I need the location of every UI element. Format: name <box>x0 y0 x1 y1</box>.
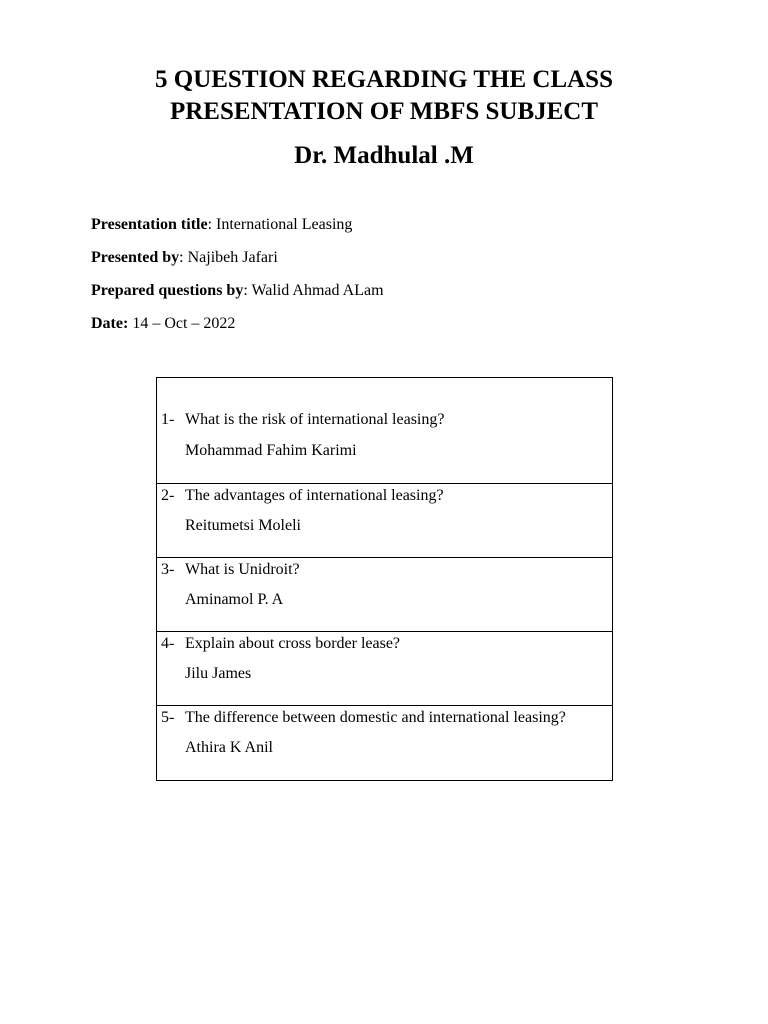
question-text: The advantages of international leasing? <box>185 487 444 504</box>
date-row <box>91 312 384 345</box>
prepared-by-value: : Walid Ahmad ALam <box>243 282 384 299</box>
question-row <box>157 378 612 483</box>
question-number: 2- <box>161 487 175 504</box>
presented-by-value: : Najibeh Jafari <box>179 249 278 266</box>
title-line-2: PRESENTATION OF MBFS SUBJECT <box>169 98 599 125</box>
question-number: 4- <box>161 635 175 652</box>
question-text: What is Unidroit? <box>185 561 300 578</box>
question-row <box>157 557 612 631</box>
question-text: Explain about cross border lease? <box>185 635 401 652</box>
question-number: 5- <box>161 709 175 726</box>
question-row <box>157 483 612 557</box>
question-answerer: Jilu James <box>185 665 252 682</box>
date-value: 14 – Oct – 2022 <box>128 315 236 332</box>
presentation-title-row <box>91 213 384 246</box>
presented-by-row <box>91 246 384 279</box>
presentation-title-value: : International Leasing <box>207 216 353 233</box>
question-text: The difference between domestic and international leasing? <box>185 709 566 726</box>
question-number: 1- <box>161 411 175 428</box>
prepared-by-label: Prepared questions by <box>91 282 244 299</box>
title-line-1: 5 QUESTION REGARDING THE CLASS <box>155 66 613 93</box>
question-number: 3- <box>161 561 175 578</box>
question-row <box>157 705 612 780</box>
question-answerer: Athira K Anil <box>185 739 273 756</box>
prepared-by-row <box>91 279 384 312</box>
question-text: What is the risk of international leasing? <box>185 411 445 428</box>
date-label: Date: <box>91 315 129 332</box>
questions-table <box>156 377 613 781</box>
presentation-title-label: Presentation title <box>91 216 208 233</box>
document-title <box>0 64 768 128</box>
question-answerer: Reitumetsi Moleli <box>185 517 301 534</box>
document-subtitle: Dr. Madhulal .M <box>294 142 474 169</box>
presented-by-label: Presented by <box>91 249 180 266</box>
question-answerer: Mohammad Fahim Karimi <box>185 442 357 459</box>
question-row <box>157 631 612 705</box>
question-answerer: Aminamol P. A <box>185 591 284 608</box>
presentation-meta <box>91 213 384 345</box>
